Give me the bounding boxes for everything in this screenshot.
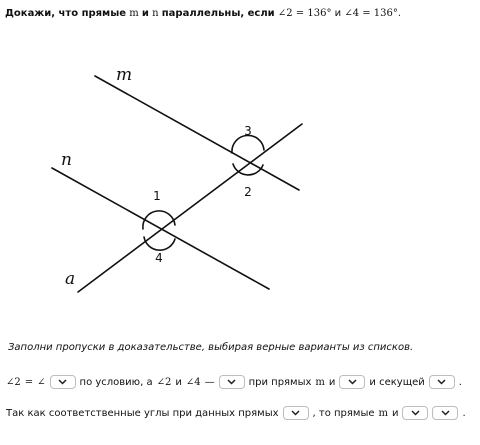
r1-end: . xyxy=(458,376,462,388)
chevron-down-icon xyxy=(411,410,420,416)
dropdown-conclusion[interactable] xyxy=(432,406,458,420)
r2-and: и xyxy=(391,407,399,419)
task-prefix: Докажи, что прямые xyxy=(5,8,127,19)
label-line-m: m xyxy=(116,65,133,85)
task-period: . xyxy=(397,8,402,19)
arc-angle-3 xyxy=(232,135,264,153)
line-n xyxy=(52,168,269,289)
label-angle-3: 3 xyxy=(244,124,252,138)
r1-text-1: по условию, а xyxy=(79,376,153,388)
r1-text-3: и секущей xyxy=(369,376,425,388)
task-cond-1: ∠2 = 136° xyxy=(277,8,332,19)
r1-eq: = xyxy=(24,376,34,388)
r2-end: . xyxy=(462,407,466,419)
chevron-down-icon xyxy=(291,410,300,416)
r1-angle-4: ∠4 xyxy=(185,376,201,388)
proof-row-1 xyxy=(6,373,462,391)
task-line-n: n xyxy=(152,8,159,19)
line-a xyxy=(78,124,302,292)
chevron-down-icon xyxy=(441,410,450,416)
proof-row-2 xyxy=(6,404,466,422)
arc-angle-1 xyxy=(143,211,175,229)
r1-line-m: m xyxy=(315,376,325,388)
dropdown-angle-type[interactable] xyxy=(219,375,245,389)
r1-angle-2b: ∠2 xyxy=(156,376,172,388)
label-line-a: a xyxy=(65,269,76,289)
r1-and-2: и xyxy=(328,376,336,388)
dropdown-second-line[interactable] xyxy=(402,406,428,420)
chevron-down-icon xyxy=(227,379,236,385)
r2-line-m: m xyxy=(378,407,388,419)
instruction-text: Заполни пропуски в доказательстве, выбирая верные варианты из списков. xyxy=(8,342,414,353)
chevron-down-icon xyxy=(437,379,446,385)
r2-text-1: Так как соответственные углы при данных прямых xyxy=(6,407,279,419)
label-angle-2: 2 xyxy=(244,185,252,199)
r1-angle-prefix: ∠ xyxy=(37,376,46,388)
label-line-n: n xyxy=(61,150,72,170)
dropdown-angles-relation[interactable] xyxy=(283,406,309,420)
label-angle-1: 1 xyxy=(153,189,161,203)
task-suffix: параллельны, если xyxy=(161,8,275,19)
r2-text-2: , то прямые xyxy=(312,407,375,419)
task-cond-2: ∠4 = 136° xyxy=(344,8,398,19)
task-conj: и xyxy=(141,8,149,19)
r1-and-1: и xyxy=(175,376,182,388)
dropdown-secant[interactable] xyxy=(429,375,455,389)
dropdown-angle[interactable] xyxy=(50,375,76,389)
r1-dash: — xyxy=(204,376,215,388)
task-and: и xyxy=(334,8,342,19)
label-angle-4: 4 xyxy=(155,251,163,265)
r1-text-2: при прямых xyxy=(248,376,312,388)
r1-angle-2: ∠2 xyxy=(6,376,21,388)
line-m xyxy=(95,76,299,190)
dropdown-line[interactable] xyxy=(339,375,365,389)
chevron-down-icon xyxy=(348,379,357,385)
task-line-m: m xyxy=(129,8,139,19)
chevron-down-icon xyxy=(58,379,67,385)
